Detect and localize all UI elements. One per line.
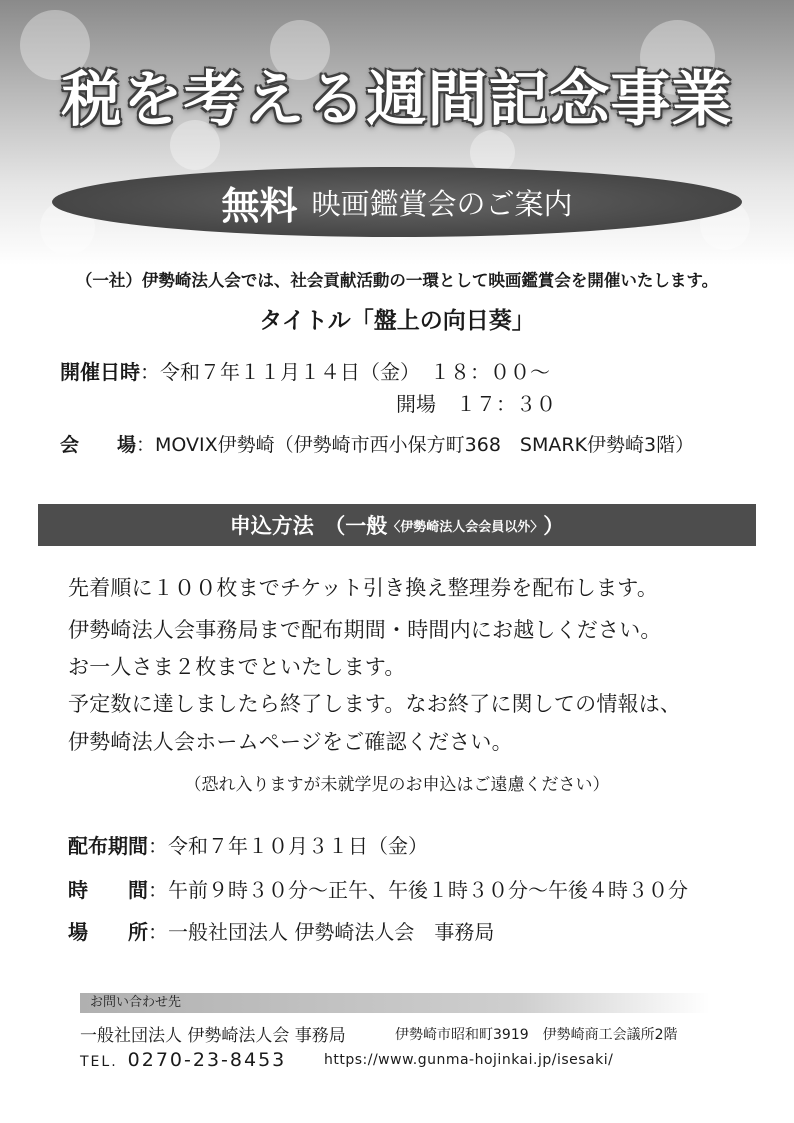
contact-tel-row xyxy=(80,1049,286,1071)
website-url[interactable]: https://www.gunma-hojinkai.jp/isesaki/ xyxy=(324,1052,614,1068)
intro-text: （一社）伊勢崎法人会では、社会貢献活動の一環として映画鑑賞会を開催いたします。 xyxy=(75,271,719,290)
distribution-time-label: 時 間 xyxy=(68,878,148,902)
free-label: 無料 xyxy=(221,183,298,228)
distribution-period-value: ：令和７年１０月３１日（金） xyxy=(148,834,428,858)
tel-number: 0270-23-8453 xyxy=(127,1049,287,1071)
distribution-period-row xyxy=(68,830,428,859)
event-date-row xyxy=(60,356,550,385)
event-date-label: 開催日時 xyxy=(60,360,140,384)
body-line: 伊勢崎法人会事務局まで配布期間・時間内にお越しください。 xyxy=(68,618,662,642)
distribution-place-label: 場 所 xyxy=(68,920,148,944)
page-title: 税を考える週間記念事業 xyxy=(61,65,733,135)
body-line: 先着順に１００枚までチケット引き換え整理券を配布します。 xyxy=(68,576,659,600)
venue-row xyxy=(60,430,694,457)
distribution-time-value: ：午前９時３０分～正午、午後１時３０分～午後４時３０分 xyxy=(148,878,688,902)
contact-address: 伊勢崎市昭和町3919 伊勢崎商工会議所2階 xyxy=(395,1027,678,1043)
doors-open-row xyxy=(396,388,556,417)
tel-label: TEL. xyxy=(80,1054,118,1070)
contact-org: 一般社団法人 伊勢崎法人会 事務局 xyxy=(80,1026,346,1046)
body-line: お一人さま２枚までといたします。 xyxy=(68,655,406,679)
subtitle: 映画鑑賞会のご案内 xyxy=(311,186,573,221)
preschool-note: （恐れ入りますが未就学児のお申込はご遠慮ください） xyxy=(184,775,610,795)
venue-label: 会 場 xyxy=(60,434,137,456)
venue-value: ：MOVIX伊勢崎（伊勢崎市西小保方町368 SMARK伊勢崎3階） xyxy=(136,434,695,456)
section-title-qualifier: 〈伊勢崎法人会会員以外〉 xyxy=(387,519,544,535)
contact-heading: お問い合わせ先 xyxy=(80,993,710,1013)
film-title: タイトル「盤上の向日葵」 xyxy=(259,308,535,334)
body-line: 予定数に達しましたら終了します。なお終了に関しての情報は、 xyxy=(68,692,682,716)
distribution-period-label: 配布期間 xyxy=(68,834,148,858)
application-method-header xyxy=(38,504,756,546)
section-title: 申込方法 （一般 xyxy=(229,514,388,538)
body-line: 伊勢崎法人会ホームページをご確認ください。 xyxy=(68,730,513,754)
doors-open-value: 開場 １７：３０ xyxy=(396,392,556,416)
event-date-value: ：令和７年１１月１４日（金） １８：００～ xyxy=(140,360,550,384)
subtitle-banner xyxy=(52,167,742,237)
distribution-place-row xyxy=(68,916,494,945)
distribution-place-value: ：一般社団法人 伊勢崎法人会 事務局 xyxy=(148,920,495,944)
section-title-end: ） xyxy=(543,514,565,538)
distribution-time-row xyxy=(68,874,688,903)
